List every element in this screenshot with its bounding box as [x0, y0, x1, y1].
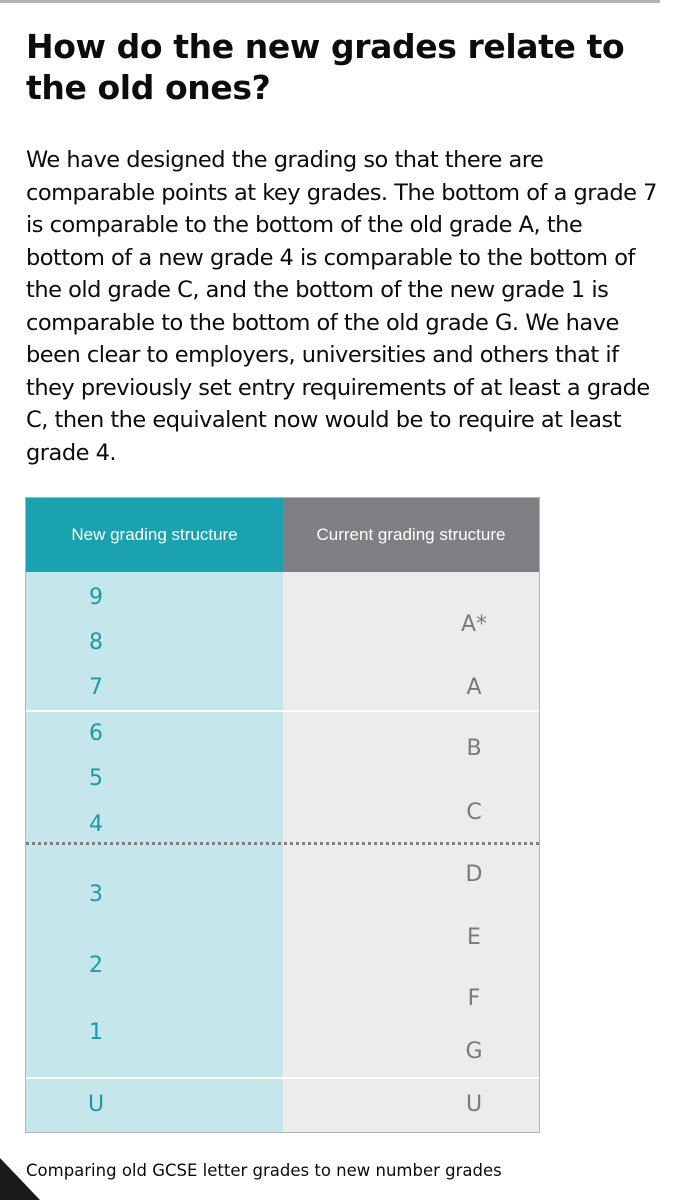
new-grade-2: 2: [89, 953, 103, 978]
old-grade-u: U: [465, 1092, 483, 1117]
old-grade-g: G: [465, 1039, 483, 1064]
new-grade-6: 6: [89, 721, 103, 746]
new-grade-5: 5: [89, 766, 103, 791]
top-divider: [0, 0, 660, 3]
table-caption: Comparing old GCSE letter grades to new number grades: [26, 1161, 502, 1180]
new-grade-8: 8: [89, 630, 103, 655]
new-grade-9: 9: [89, 585, 103, 610]
old-grade-f: F: [467, 986, 481, 1011]
old-grade-c: C: [466, 800, 482, 825]
header-current-grading: Current grading structure: [283, 498, 539, 572]
new-grade-1: 1: [89, 1020, 103, 1045]
old-grade-b: B: [466, 736, 482, 761]
new-grade-7: 7: [89, 675, 103, 700]
grade-1-g-boundary: [26, 1077, 539, 1079]
new-grade-u: U: [87, 1092, 105, 1117]
page-heading: How do the new grades relate to the old ones?: [26, 27, 625, 107]
old-grade-a-star: A*: [460, 612, 488, 637]
old-grade-d: D: [465, 862, 483, 887]
old-grade-e: E: [467, 925, 481, 950]
new-grades-column: [26, 572, 283, 1132]
grading-comparison-table: [25, 497, 540, 1133]
new-grade-4: 4: [89, 812, 103, 837]
body-paragraph: We have designed the grading so that there are comparable points at key grades. The bottom of a grade 7 is comparable to the bottom of the old grade A, the bottom of a new grade 4 is comparable to the bottom of the old grade C, and the bottom of the new grade 1 is comparable to the bottom of the old grade G. We have been clear to employers, universities and others that if they previously set entry requirements of at least a grade C, then the equivalent now would be to require at least grade 4.: [26, 147, 657, 466]
header-new-grading: New grading structure: [26, 498, 283, 572]
grade-7-a-boundary: [26, 710, 539, 712]
old-grade-a: A: [466, 675, 482, 700]
grade-4-c-boundary: [26, 842, 539, 845]
new-grade-3: 3: [89, 882, 103, 907]
